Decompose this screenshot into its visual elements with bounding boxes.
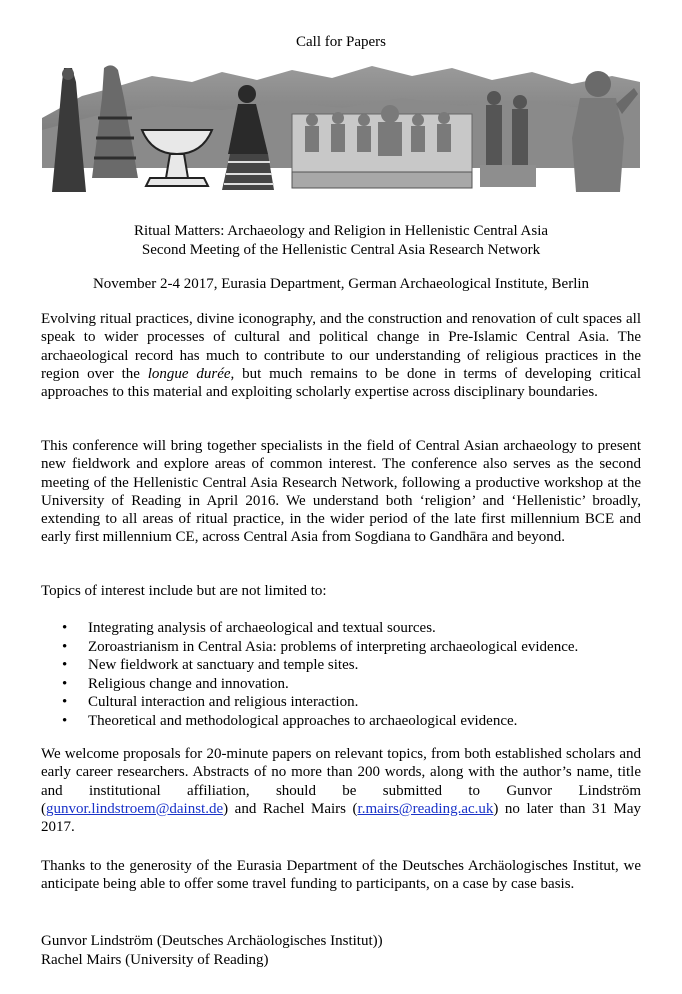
signatures	[41, 932, 641, 969]
emphasis-longue-duree: longue durée	[147, 365, 231, 382]
page-title: Call for Papers	[296, 34, 386, 50]
signature-mairs: Rachel Mairs (University of Reading)	[41, 951, 269, 968]
email-link-mairs[interactable]: r.mairs@reading.ac.uk	[357, 800, 494, 817]
list-item: • Integrating analysis of archaeological and textual sources.	[62, 620, 436, 636]
signature-lindstroem: Gunvor Lindström (Deutsches Archäologisches Institut))	[41, 933, 383, 949]
list-item: • Religious change and innovation.	[62, 675, 289, 692]
bullet-icon: •	[62, 638, 68, 655]
topics-intro: Topics of interest include but are not limited to:	[41, 583, 327, 599]
paragraph-intro: Evolving ritual practices, divine iconography, and the construction and renovation of cult spaces all speak to wider processes of cultural and political change in Pre-Islamic Central Asia. The archaeological record has much to contribute to our understanding of religious practices in the region over the longue durée, but much remains to be done in terms of developing critical approaches to this material and exploiting scholarly expertise across disciplinary boundaries.	[41, 311, 641, 401]
bullet-icon: •	[62, 657, 68, 674]
paragraph-funding: Thanks to the generosity of the Eurasia Department of the Deutsches Archäologisches Institut, we anticipate being able to offer some travel funding to participants, on a case by case basis.	[41, 858, 641, 893]
paragraph-submission: We welcome proposals for 20-minute papers on relevant topics, from both established scholars and early career researchers. Abstracts of no more than 200 words, along with the author’s name, title and institutional affiliation, should be submitted to Gunvor Lindström (gunvor.lindstroem@dainst.de) and Rachel Mairs (r.mairs@reading.ac.uk) no later than 31 May 2017.	[41, 746, 641, 836]
bullet-icon: •	[62, 620, 68, 636]
conference-titles	[0, 222, 682, 260]
email-link-lindstroem[interactable]: gunvor.lindstroem@dainst.de	[46, 800, 224, 817]
list-item: • Cultural interaction and religious interaction.	[62, 694, 359, 711]
bullet-icon: •	[62, 712, 68, 729]
paragraph-conference: This conference will bring together specialists in the field of Central Asian archaeology to present new fieldwork and explore areas of common interest. The conference also serves as the second meeting of the Hellenistic Central Asia Research Network, following a productive workshop at the University of Reading in April 2016. We understand both ‘religion’ and ‘Hellenistic’ broadly, extending to all areas of ritual practice, in the wider period of the late first millennium BCE and early first millennium CE, across Central Asia from Sogdiana to Gandhāra and beyond.	[41, 438, 641, 546]
list-item: • New fieldwork at sanctuary and temple sites.	[62, 657, 359, 674]
bullet-icon: •	[62, 694, 68, 711]
list-item: • Theoretical and methodological approaches to archaeological evidence.	[62, 712, 518, 729]
bullet-icon: •	[62, 675, 68, 692]
archaeological-figures-frieze-icon	[42, 58, 640, 198]
conference-subtitle: Second Meeting of the Hellenistic Central Asia Research Network	[141, 242, 541, 258]
conference-title: Ritual Matters: Archaeology and Religion in Hellenistic Central Asia	[133, 223, 549, 239]
list-item: • Zoroastrianism in Central Asia: problems of interpreting archaeological evidence.	[62, 638, 579, 655]
conference-dateline: November 2-4 2017, Eurasia Department, German Archaeological Institute, Berlin	[92, 276, 590, 292]
topics-list	[41, 619, 641, 731]
